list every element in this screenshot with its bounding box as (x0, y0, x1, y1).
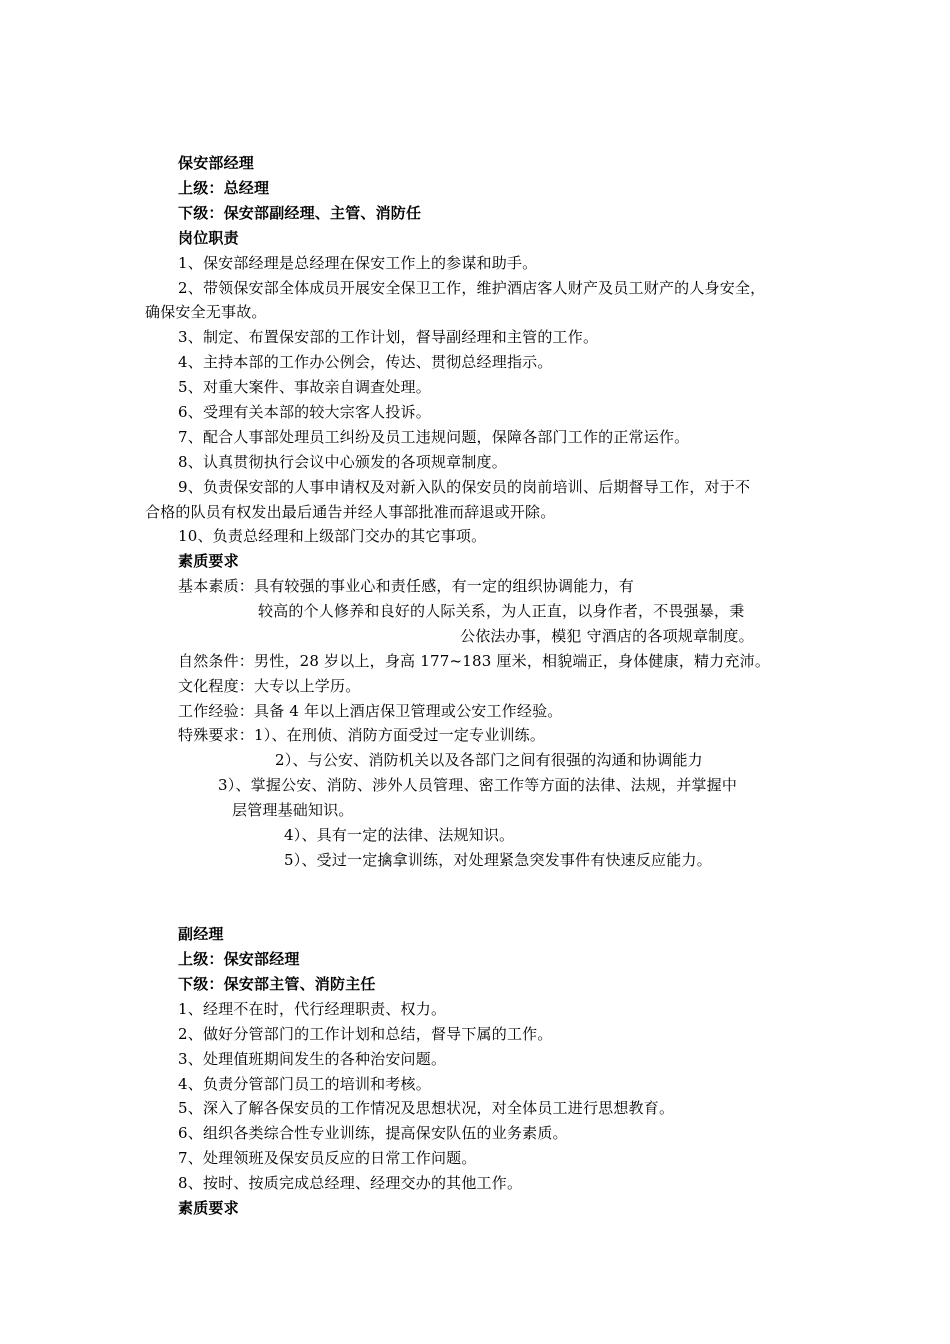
duty-item: 1、经理不在时，代行经理职责、权力。 (178, 1000, 447, 1018)
quality-line: 较高的个人修养和良好的人际关系，为人正直，以身作者，不畏强暴，秉 (258, 602, 745, 620)
quality-line: 4）、具有一定的法律、法规知识。 (284, 826, 515, 844)
duty-item: 2、做好分管部门的工作计划和总结，督导下属的工作。 (178, 1025, 553, 1043)
duty-item: 6、组织各类综合性专业训练，提高保安队伍的业务素质。 (178, 1124, 568, 1142)
subordinates-line: 下级：保安部副经理、主管、消防任 (178, 204, 422, 222)
duty-item: 4、负责分管部门员工的培训和考核。 (178, 1075, 431, 1093)
duty-item: 7、配合人事部处理员工纠纷及员工违规问题，保障各部门工作的正常运作。 (178, 428, 690, 446)
quality-line: 基本素质：具有较强的事业心和责任感，有一定的组织协调能力，有 (178, 577, 635, 595)
section-title: 副经理 (178, 925, 224, 943)
duty-item: 1、保安部经理是总经理在保安工作上的参谋和助手。 (178, 254, 538, 272)
duty-item: 5、深入了解各保安员的工作情况及思想状况，对全体员工进行思想教育。 (178, 1099, 675, 1117)
duty-item: 8、认真贯彻执行会议中心颁发的各项规章制度。 (178, 453, 507, 471)
superior-line: 上级：总经理 (178, 179, 270, 197)
duties-heading: 岗位职责 (178, 229, 239, 247)
subordinates-line: 下级：保安部主管、消防主任 (178, 975, 376, 993)
duty-item: 10、负责总经理和上级部门交办的其它事项。 (178, 527, 487, 545)
quality-line: 自然条件：男性，28 岁以上，身高 177~183 厘米，相貌端正，身体健康，精力充沛。 (178, 652, 771, 670)
duty-item-continuation: 合格的队员有权发出最后通告并经人事部批准而辞退或开除。 (145, 503, 556, 521)
duty-item: 8、按时、按质完成总经理、经理交办的其他工作。 (178, 1174, 523, 1192)
quality-line: 公依法办事，模犯 守酒店的各项规章制度。 (460, 627, 754, 645)
duty-item: 5、对重大案件、事故亲自调查处理。 (178, 378, 431, 396)
quality-line: 2）、与公安、消防机关以及各部门之间有很强的沟通和协调能力 (275, 751, 703, 769)
quality-line: 文化程度：大专以上学历。 (178, 677, 361, 695)
quality-heading: 素质要求 (178, 552, 239, 570)
duty-item: 9、负责保安部的人事申请权及对新入队的保安员的岗前培训、后期督导工作，对于不 (178, 478, 751, 496)
quality-line: 特殊要求：1）、在刑侦、消防方面受过一定专业训练。 (178, 726, 546, 744)
section-title: 保安部经理 (178, 154, 255, 172)
duty-item-continuation: 确保安全无事故。 (145, 303, 267, 321)
quality-line: 3）、掌握公安、消防、涉外人员管理、密工作等方面的法律、法规，并掌握中 (218, 776, 738, 794)
quality-line: 层管理基础知识。 (232, 801, 354, 819)
duty-item: 4、主持本部的工作办公例会，传达、贯彻总经理指示。 (178, 353, 553, 371)
quality-line: 5）、受过一定擒拿训练，对处理紧急突发事件有快速反应能力。 (284, 851, 712, 869)
quality-heading: 素质要求 (178, 1199, 239, 1217)
superior-line: 上级：保安部经理 (178, 950, 300, 968)
duty-item: 3、制定、布置保安部的工作计划，督导副经理和主管的工作。 (178, 328, 599, 346)
duty-item: 2、带领保安部全体成员开展安全保卫工作，维护酒店客人财产及员工财产的人身安全， (178, 279, 766, 297)
duty-item: 3、处理值班期间发生的各种治安问题。 (178, 1050, 447, 1068)
quality-line: 工作经验：具备 4 年以上酒店保卫管理或公安工作经验。 (178, 702, 563, 720)
duty-item: 6、受理有关本部的较大宗客人投诉。 (178, 403, 431, 421)
duty-item: 7、处理领班及保安员反应的日常工作问题。 (178, 1149, 477, 1167)
